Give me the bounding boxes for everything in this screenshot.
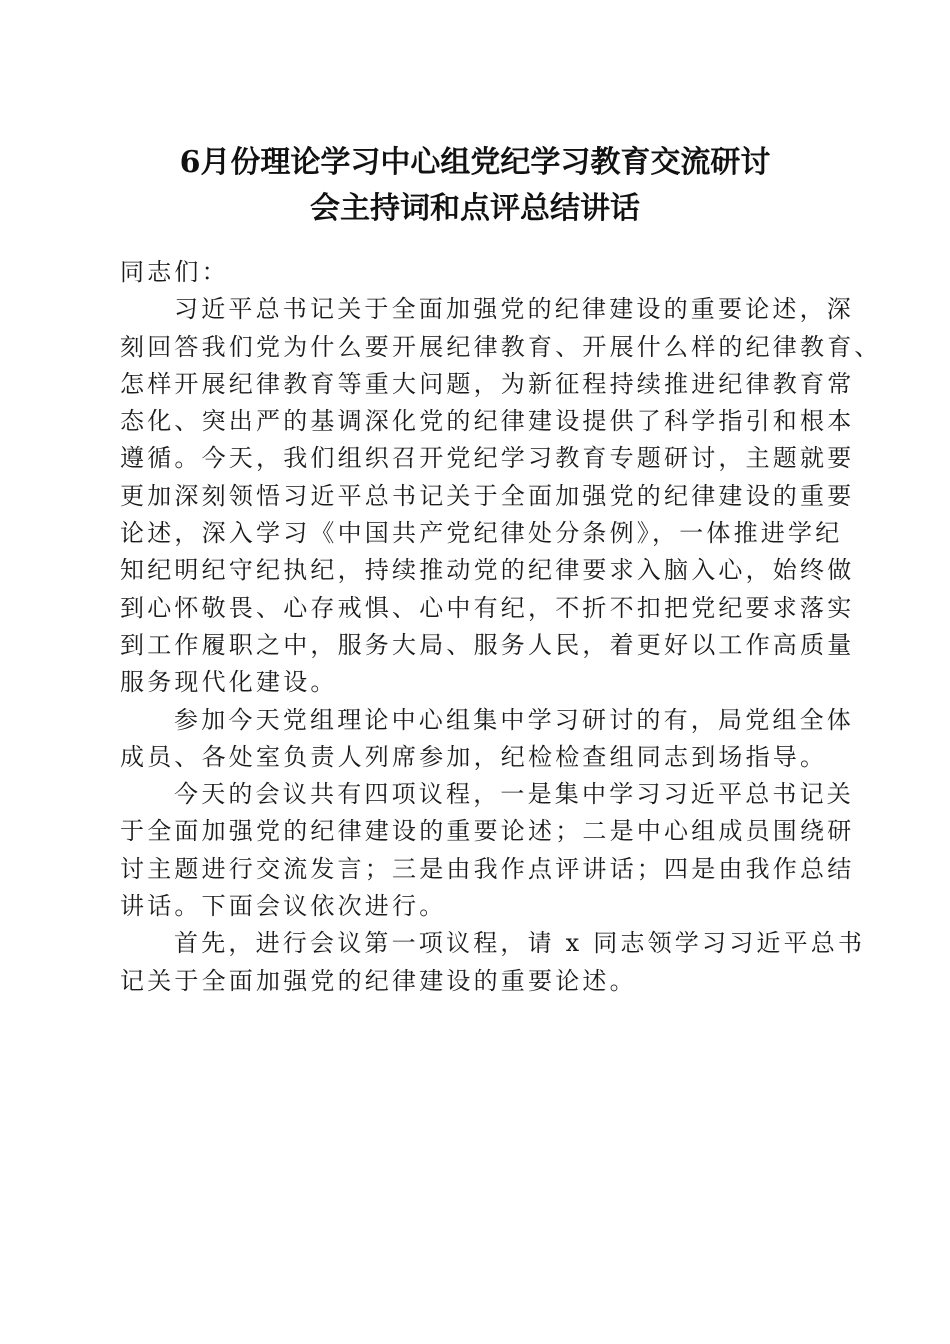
paragraph-line: 更加深刻领悟习近平总书记关于全面加强党的纪律建设的重要 (120, 481, 855, 510)
paragraph-line: 遵循。今天，我们组织召开党纪学习教育专题研讨，主题就要 (120, 444, 855, 473)
paragraph-line: 今天的会议共有四项议程，一是集中学习习近平总书记关 (174, 780, 854, 809)
paragraph-line: 到工作履职之中，服务大局、服务人民，着更好以工作高质量 (120, 630, 855, 659)
paragraph-line: 到心怀敬畏、心存戒惧、心中有纪，不折不扣把党纪要求落实 (120, 593, 855, 622)
title-line-2: 会主持词和点评总结讲话 (310, 191, 640, 226)
paragraph-line: 参加今天党组理论中心组集中学习研讨的有，局党组全体 (174, 705, 854, 734)
paragraph-line: 论述，深入学习《中国共产党纪律处分条例》，一体推进学纪 (120, 519, 843, 548)
paragraph-line: 服务现代化建设。 (120, 668, 338, 697)
paragraph-line: 刻回答我们党为什么要开展纪律教育、开展什么样的纪律教育、 (120, 332, 882, 361)
paragraph-4 (120, 925, 866, 1000)
paragraph-line: 成员、各处室负责人列席参加，纪检检查组同志到场指导。 (120, 742, 828, 771)
document-title (100, 140, 850, 232)
paragraph-line: 态化、突出严的基调深化党的纪律建设提供了科学指引和根本 (120, 407, 855, 436)
paragraph-line: 习近平总书记关于全面加强党的纪律建设的重要论述，深 (174, 295, 854, 324)
paragraph-line: 记关于全面加强党的纪律建设的重要论述。 (120, 966, 637, 995)
paragraph-line: 于全面加强党的纪律建设的重要论述；二是中心组成员围绕研 (120, 817, 855, 846)
paragraph-line: 知纪明纪守纪执纪，持续推动党的纪律要求入脑入心，始终做 (120, 556, 855, 585)
paragraph-2 (120, 702, 854, 777)
paragraph-line: 怎样开展纪律教育等重大问题，为新征程持续推进纪律教育常 (120, 369, 855, 398)
paragraph-line: 讲话。下面会议依次进行。 (120, 892, 447, 921)
paragraph-3 (120, 776, 855, 925)
title-line-1: 6月份理论学习中心组党纪学习教育交流研讨 (179, 145, 771, 180)
paragraph-line: 首先，进行会议第一项议程，请 x 同志领学习习近平总书 (174, 929, 866, 958)
salutation: 同志们： (120, 258, 229, 286)
paragraph-line: 讨主题进行交流发言；三是由我作点评讲话；四是由我作总结 (120, 854, 855, 883)
paragraph-1 (120, 291, 882, 701)
document-body (120, 254, 882, 1000)
